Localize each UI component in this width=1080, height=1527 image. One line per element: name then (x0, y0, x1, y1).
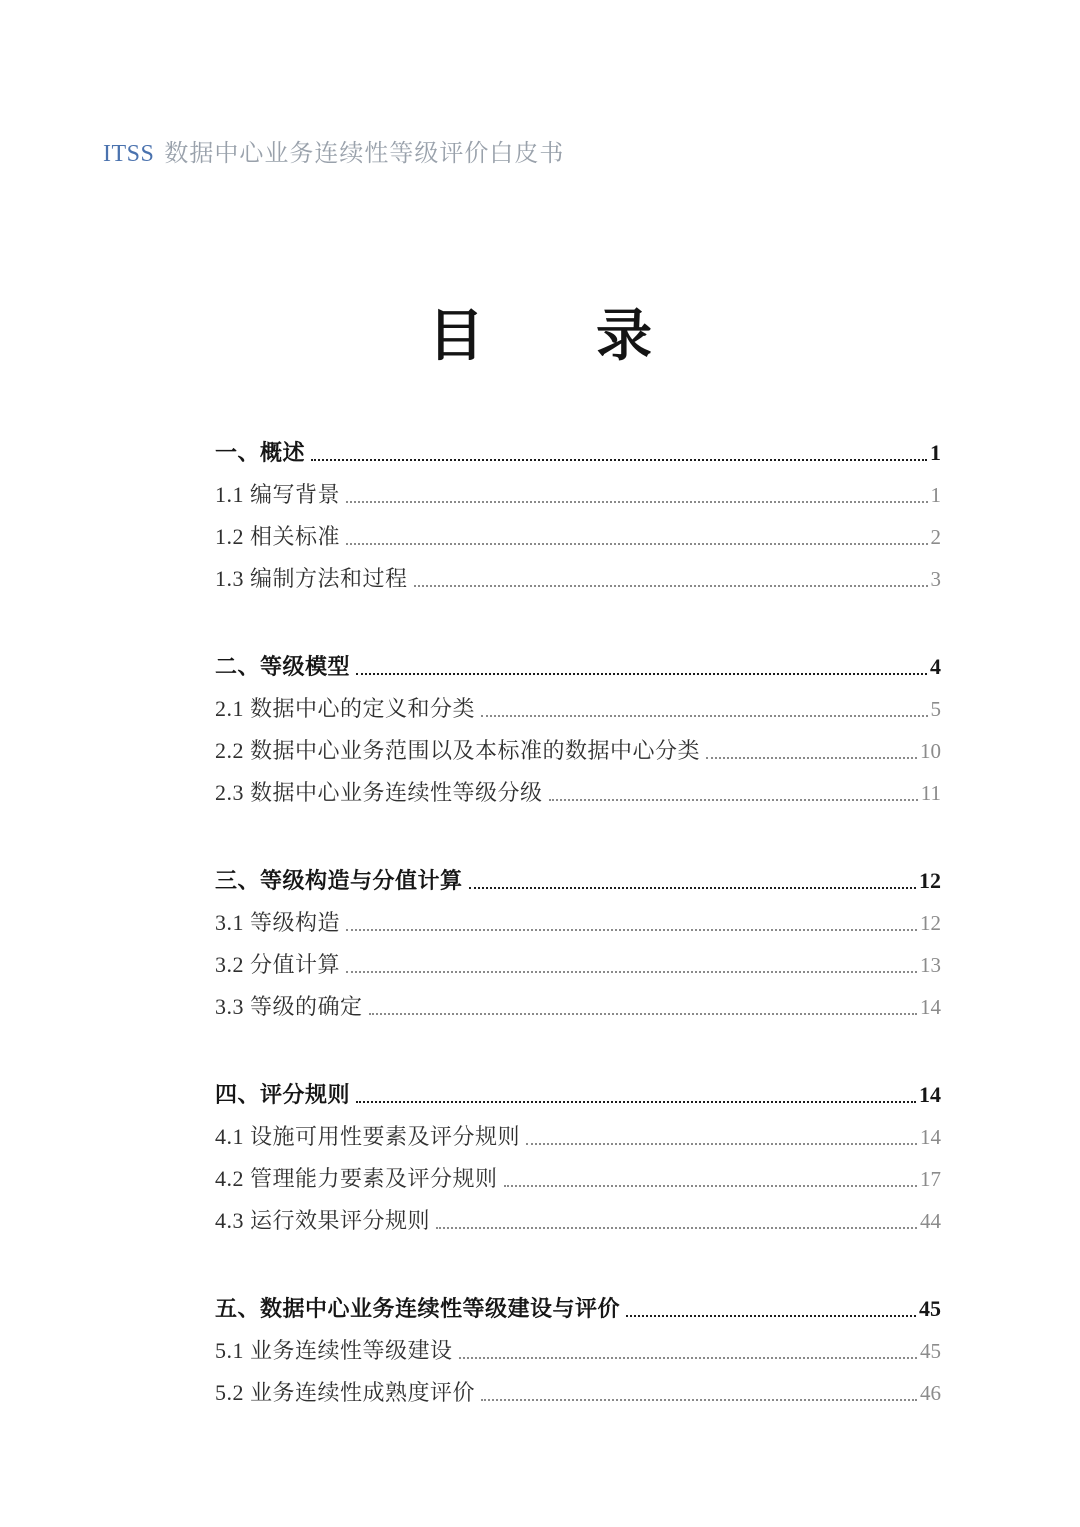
toc-entry-page-number: 4 (930, 654, 941, 679)
toc-entry-label: 3.1 等级构造 (215, 910, 341, 935)
toc-item (215, 730, 941, 772)
dot-leader (346, 543, 927, 545)
dot-leader (346, 929, 917, 931)
dot-leader (356, 673, 927, 675)
dot-leader (706, 757, 917, 759)
toc-item (215, 944, 941, 986)
dot-leader (626, 1315, 916, 1317)
toc-group (215, 860, 941, 1028)
toc-entry-page-number: 1 (930, 440, 941, 465)
toc-item (215, 474, 941, 516)
dot-leader (436, 1227, 917, 1229)
toc-section-heading (215, 1288, 941, 1330)
toc-entry-page-number: 45 (920, 1339, 941, 1363)
toc-item (215, 986, 941, 1028)
toc-entry-page-number: 5 (930, 697, 941, 721)
toc-item (215, 558, 941, 600)
toc-entry-label: 2.3 数据中心业务连续性等级分级 (215, 780, 543, 805)
toc-entry-page-number: 1 (930, 483, 941, 507)
toc (215, 432, 941, 1414)
toc-entry-label: 2.2 数据中心业务范围以及本标准的数据中心分类 (215, 738, 701, 763)
dot-leader (311, 459, 927, 461)
dot-leader (481, 715, 927, 717)
document-header-title: 数据中心业务连续性等级评价白皮书 (164, 140, 565, 167)
toc-entry-label: 一、概述 (215, 440, 306, 465)
toc-item (215, 1158, 941, 1200)
toc-group (215, 1074, 941, 1242)
toc-entry-page-number: 3 (930, 567, 941, 591)
toc-entry-label: 5.1 业务连续性等级建设 (215, 1338, 453, 1363)
toc-section-heading (215, 432, 941, 474)
toc-item (215, 772, 941, 814)
toc-entry-label: 1.2 相关标准 (215, 524, 341, 549)
toc-item (215, 1330, 941, 1372)
toc-entry-page-number: 2 (930, 525, 941, 549)
toc-entry-page-number: 10 (920, 739, 941, 763)
dot-leader (356, 1101, 916, 1103)
dot-leader (414, 585, 928, 587)
dot-leader (369, 1013, 917, 1015)
toc-section-heading (215, 646, 941, 688)
dot-leader (469, 887, 916, 889)
toc-entry-page-number: 14 (920, 995, 941, 1019)
toc-entry-page-number: 46 (920, 1381, 941, 1405)
toc-entry-label: 五、数据中心业务连续性等级建设与评价 (215, 1296, 621, 1321)
toc-entry-label: 三、等级构造与分值计算 (215, 868, 463, 893)
toc-entry-page-number: 12 (919, 868, 941, 893)
toc-item (215, 1372, 941, 1414)
toc-entry-page-number: 12 (920, 911, 941, 935)
dot-leader (549, 799, 918, 801)
toc-item (215, 902, 941, 944)
page-title: 目 录 (428, 306, 652, 368)
toc-entry-label: 2.1 数据中心的定义和分类 (215, 696, 476, 721)
toc-item (215, 688, 941, 730)
toc-entry-label: 3.3 等级的确定 (215, 994, 363, 1019)
toc-entry-label: 二、等级模型 (215, 654, 351, 679)
toc-entry-label: 4.3 运行效果评分规则 (215, 1208, 431, 1233)
toc-entry-label: 1.3 编制方法和过程 (215, 566, 408, 591)
toc-item (215, 1116, 941, 1158)
toc-item (215, 516, 941, 558)
toc-item (215, 1200, 941, 1242)
toc-group (215, 646, 941, 814)
dot-leader (346, 971, 917, 973)
dot-leader (526, 1143, 917, 1145)
toc-entry-page-number: 11 (920, 781, 941, 805)
dot-leader (504, 1185, 917, 1187)
toc-entry-label: 4.1 设施可用性要素及评分规则 (215, 1124, 521, 1149)
toc-group (215, 1288, 941, 1414)
toc-section-heading (215, 860, 941, 902)
toc-entry-page-number: 13 (920, 953, 941, 977)
toc-entry-label: 3.2 分值计算 (215, 952, 341, 977)
running-header (103, 133, 564, 168)
dot-leader (459, 1357, 917, 1359)
toc-entry-label: 5.2 业务连续性成熟度评价 (215, 1380, 476, 1405)
toc-entry-page-number: 17 (920, 1167, 941, 1191)
toc-entry-page-number: 45 (919, 1296, 941, 1321)
toc-entry-label: 四、评分规则 (215, 1082, 351, 1107)
toc-section-heading (215, 1074, 941, 1116)
toc-entry-label: 4.2 管理能力要素及评分规则 (215, 1166, 498, 1191)
toc-entry-page-number: 14 (919, 1082, 941, 1107)
toc-entry-page-number: 44 (920, 1209, 941, 1233)
itss-logo-text: ITSS (103, 141, 155, 167)
toc-entry-page-number: 14 (920, 1125, 941, 1149)
toc-entry-label: 1.1 编写背景 (215, 482, 341, 507)
dot-leader (481, 1399, 917, 1401)
toc-group (215, 432, 941, 600)
dot-leader (346, 501, 927, 503)
